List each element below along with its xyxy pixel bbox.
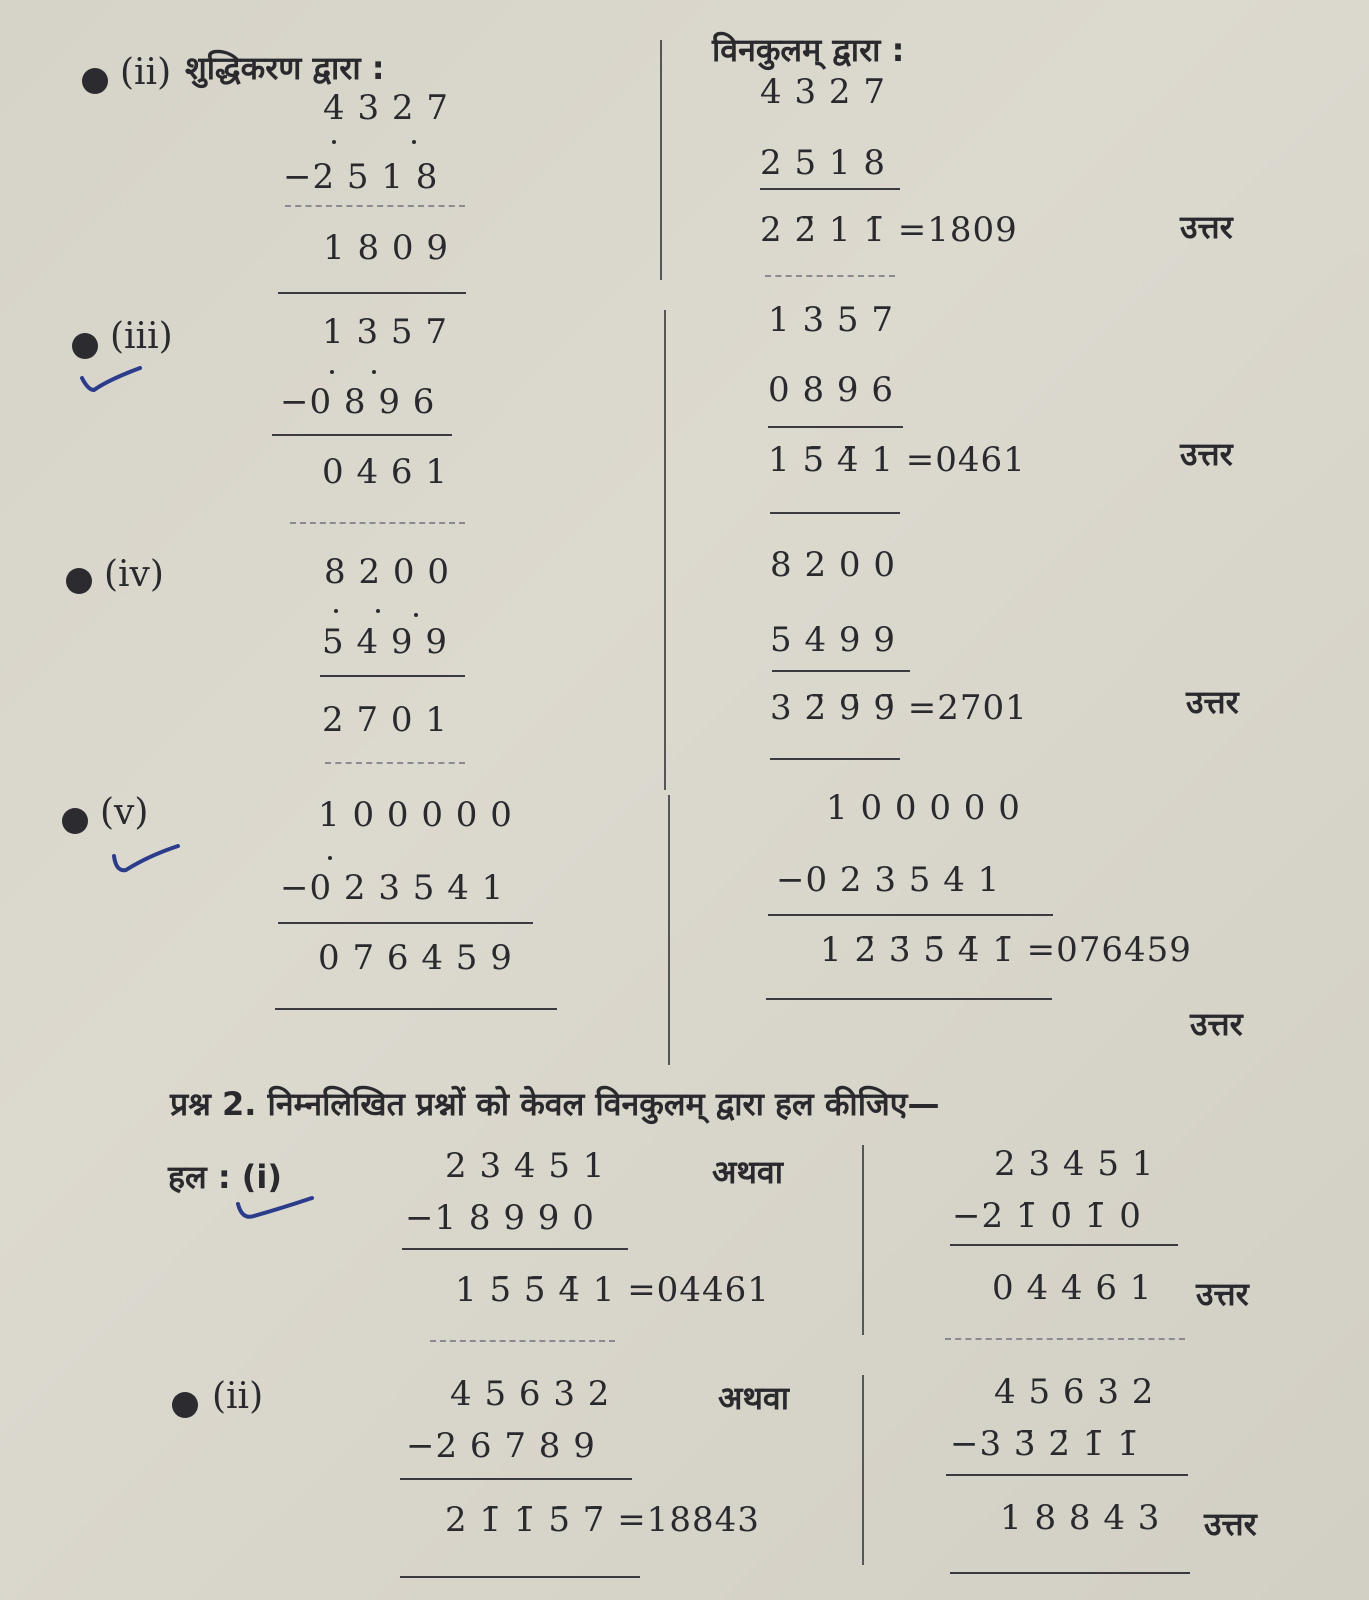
v-right-row3: 1 2̄ 3̄ 5̄ 4̄ 1̄ =076459	[820, 930, 1192, 970]
label-sol-ii: (ii)	[212, 1376, 264, 1417]
sol-i-right-row3: 0 4 4 6 1	[992, 1268, 1153, 1308]
rule	[400, 1576, 640, 1578]
heading-vinculum: विनकुलम् द्वारा :	[712, 31, 905, 69]
sol-i-right-row1: 2 3 4 5 1	[994, 1144, 1155, 1184]
v-left-row2: −0 2 3 5 4 1	[280, 868, 505, 908]
rule	[950, 1572, 1190, 1574]
iii-right-row1: 1 3 5 7	[768, 300, 894, 340]
answer-label: उत्तर	[1180, 208, 1233, 246]
iv-right-row1: 8 2 0 0	[770, 545, 896, 585]
bullet-iii	[72, 333, 98, 359]
answer-label: उत्तर	[1190, 1005, 1243, 1043]
rule	[278, 922, 533, 924]
ii-right-row2: 2 5 1 8	[760, 143, 886, 183]
question-2: प्रश्न 2. निम्नलिखित प्रश्नों को केवल विनकुलम् द्वारा हल कीजिए—	[170, 1085, 940, 1123]
borrow-dot	[332, 140, 336, 144]
bullet-ii	[82, 68, 108, 94]
divider-v	[668, 795, 670, 1065]
rule	[278, 292, 466, 294]
borrow-dot	[330, 370, 334, 374]
or-label: अथवा	[718, 1379, 789, 1417]
bullet-iv	[66, 568, 92, 594]
rule	[400, 1478, 632, 1480]
sol-i-right-row2: −2 1̄ 0̄ 1̄ 0	[952, 1196, 1142, 1236]
rule	[768, 914, 1053, 916]
heading-purification: शुद्धिकरण द्वारा :	[185, 49, 385, 87]
iv-right-row2: 5 4 9 9	[770, 620, 896, 660]
ii-left-row1: 4 3 2 7	[323, 88, 449, 128]
v-left-row3: 0 7 6 4 5 9	[318, 938, 513, 978]
iii-right-row2: 0 8 9 6	[768, 370, 894, 410]
sol-ii-left-row2: −2 6 7 8 9	[406, 1426, 596, 1466]
label-ii: (ii)	[120, 52, 172, 93]
answer-label: उत्तर	[1180, 435, 1233, 473]
ii-left-row3: 1 8 0 9	[323, 228, 449, 268]
answer-label: उत्तर	[1204, 1505, 1257, 1543]
iv-right-row3: 3 2̄ 9̄ 9̄ =2701	[770, 688, 1028, 728]
borrow-dot	[414, 613, 418, 617]
rule	[770, 512, 900, 514]
checkmark-icon	[232, 1190, 322, 1230]
rule	[272, 434, 452, 436]
sol-ii-right-row3: 1 8 8 4 3	[1000, 1498, 1161, 1538]
sol-i-left-row3: 1 5̄ 5̄ 4̄ 1 =04461	[455, 1270, 770, 1310]
solution-label-i: हल : (i)	[168, 1158, 282, 1196]
answer-label: उत्तर	[1186, 683, 1239, 721]
divider-top	[660, 40, 662, 280]
v-left-row1: 1 0 0 0 0 0	[318, 795, 513, 835]
v-right-row1: 1 0 0 0 0 0	[826, 788, 1021, 828]
checkmark-icon	[78, 360, 148, 400]
iii-right-row3: 1 5̄ 4̄ 1 =0461	[768, 440, 1026, 480]
rule	[320, 675, 465, 677]
iii-left-row2: −0 8 9 6	[280, 382, 436, 422]
sol-i-left-row2: −1 8 9 9 0	[405, 1198, 595, 1238]
iv-left-row2: 5 4 9 9	[322, 622, 448, 662]
borrow-dot	[328, 856, 332, 860]
sol-ii-right-row1: 4 5 6 3 2	[994, 1372, 1155, 1412]
ii-right-row1: 4 3 2 7	[760, 72, 886, 112]
v-right-row2: −0 2 3 5 4 1	[776, 860, 1001, 900]
sol-i-left-row1: 2 3 4 5 1	[445, 1146, 606, 1186]
divider-sol-ii	[862, 1375, 864, 1565]
rule	[290, 522, 465, 524]
rule	[760, 188, 900, 190]
iii-left-row3: 0 4 6 1	[322, 452, 448, 492]
rule	[772, 670, 910, 672]
borrow-dot	[372, 370, 376, 374]
rule	[945, 1338, 1185, 1340]
checkmark-icon	[108, 836, 188, 886]
answer-label: उत्तर	[1196, 1275, 1249, 1313]
label-iv: (iv)	[104, 554, 164, 595]
sol-ii-right-row2: −3 3̄ 2̄ 1̄ 1̄	[950, 1424, 1140, 1464]
iii-left-row1: 1 3 5 7	[322, 312, 448, 352]
rule	[275, 1008, 557, 1010]
rule	[325, 762, 465, 764]
rule	[950, 1244, 1178, 1246]
ii-left-row2: −2 5 1 8	[283, 157, 439, 197]
divider-iii	[664, 310, 666, 790]
label-v: (v)	[100, 792, 149, 833]
rule	[430, 1340, 615, 1342]
borrow-dot	[412, 140, 416, 144]
bullet-sol-ii	[172, 1392, 198, 1418]
divider-sol-i	[862, 1145, 864, 1335]
label-iii: (iii)	[110, 316, 173, 357]
borrow-dot	[376, 609, 380, 613]
rule	[770, 758, 900, 760]
rule	[402, 1248, 628, 1250]
iv-left-row3: 2 7 0 1	[322, 700, 448, 740]
sol-ii-left-row3: 2 1̄ 1̄ 5̄ 7̄ =18843	[445, 1500, 760, 1540]
sol-ii-left-row1: 4 5 6 3 2	[450, 1374, 611, 1414]
bullet-v	[62, 808, 88, 834]
iv-left-row1: 8 2 0 0	[324, 552, 450, 592]
rule	[946, 1474, 1188, 1476]
rule	[768, 426, 903, 428]
ii-right-row3: 2 2̄ 1 1̄ =1809	[760, 210, 1018, 250]
rule	[285, 205, 465, 207]
borrow-dot	[334, 609, 338, 613]
or-label: अथवा	[712, 1153, 783, 1191]
rule	[765, 275, 895, 277]
rule	[766, 998, 1052, 1000]
